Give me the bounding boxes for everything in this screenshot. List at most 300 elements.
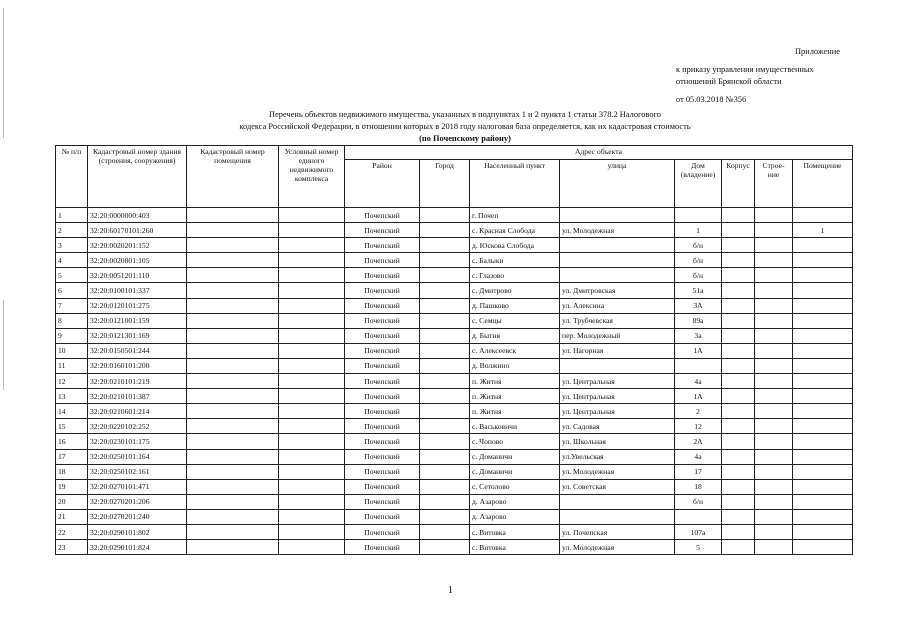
- cell-room-cadastral: [187, 208, 279, 223]
- cell-city: [420, 494, 470, 509]
- cell-pomeshenie: [793, 298, 853, 313]
- cell-house: 107а: [675, 524, 722, 539]
- cell-pomeshenie: [793, 434, 853, 449]
- cell-stroenie: [755, 479, 793, 494]
- appendix-authority-line: отношений Брянской области: [676, 77, 782, 86]
- cell-korpus: [722, 298, 755, 313]
- cell-korpus: [722, 313, 755, 328]
- header-city: Город: [420, 160, 470, 208]
- cell-building-cadastral: 32:20:0210101:219: [88, 374, 187, 389]
- cell-street: ул. Трубчевская: [560, 313, 675, 328]
- cell-house: б/н: [675, 268, 722, 283]
- cell-locality: п. Житня: [470, 404, 560, 419]
- cell-building-cadastral: 32:20:0270101:471: [88, 479, 187, 494]
- appendix-title: Приложение: [795, 47, 840, 56]
- cell-pomeshenie: [793, 464, 853, 479]
- cell-city: [420, 540, 470, 555]
- cell-locality: д. Азарово: [470, 494, 560, 509]
- cell-number: 23: [56, 540, 88, 555]
- cell-room-cadastral: [187, 238, 279, 253]
- cell-stroenie: [755, 268, 793, 283]
- cell-street: ул. Центральная: [560, 404, 675, 419]
- cell-room-cadastral: [187, 479, 279, 494]
- cell-building-cadastral: 32:20:0290101:802: [88, 524, 187, 539]
- cell-building-cadastral: 32:20:0220102:252: [88, 419, 187, 434]
- cell-pomeshenie: [793, 328, 853, 343]
- cell-district: Почепский: [345, 479, 420, 494]
- cell-pomeshenie: [793, 404, 853, 419]
- cell-room-cadastral: [187, 524, 279, 539]
- cell-house: 3А: [675, 298, 722, 313]
- cell-korpus: [722, 389, 755, 404]
- cell-number: 11: [56, 358, 88, 373]
- cell-korpus: [722, 509, 755, 524]
- cell-complex-number: [279, 540, 345, 555]
- cell-korpus: [722, 419, 755, 434]
- cell-complex-number: [279, 208, 345, 223]
- cell-number: 10: [56, 343, 88, 358]
- header-locality: Населенный пункт: [470, 160, 560, 208]
- cell-locality: с. Алексеевск: [470, 343, 560, 358]
- cell-korpus: [722, 238, 755, 253]
- cell-pomeshenie: [793, 313, 853, 328]
- table-row: [56, 494, 853, 509]
- cell-house: б/н: [675, 494, 722, 509]
- cell-stroenie: [755, 419, 793, 434]
- cell-stroenie: [755, 449, 793, 464]
- header-house: Дом (владение): [675, 160, 722, 208]
- table-row: [56, 238, 853, 253]
- cell-district: Почепский: [345, 208, 420, 223]
- cell-building-cadastral: 32:20:0270201:240: [88, 509, 187, 524]
- cell-complex-number: [279, 494, 345, 509]
- cell-room-cadastral: [187, 404, 279, 419]
- cell-locality: д. Пашково: [470, 298, 560, 313]
- appendix-order-line: к приказу управления имущественных: [676, 65, 814, 74]
- cell-building-cadastral: 32:20:0270201:206: [88, 494, 187, 509]
- cell-complex-number: [279, 238, 345, 253]
- document-heading-line2: кодекса Российской Федерации, в отношении которых в 2018 году налоговая база определяется, как их кадастровая стоимость: [239, 122, 691, 131]
- cell-pomeshenie: [793, 524, 853, 539]
- cell-district: Почепский: [345, 343, 420, 358]
- cell-number: 8: [56, 313, 88, 328]
- table-row: [56, 389, 853, 404]
- cell-korpus: [722, 223, 755, 238]
- cell-district: Почепский: [345, 253, 420, 268]
- cell-locality: д. Азарово: [470, 509, 560, 524]
- cell-room-cadastral: [187, 358, 279, 373]
- header-building-cadastral: Кадастровый номер здания (строения, сооружения): [88, 146, 187, 208]
- cell-room-cadastral: [187, 509, 279, 524]
- cell-city: [420, 389, 470, 404]
- cell-number: 20: [56, 494, 88, 509]
- cell-city: [420, 238, 470, 253]
- table-row: [56, 464, 853, 479]
- cell-district: Почепский: [345, 524, 420, 539]
- cell-korpus: [722, 434, 755, 449]
- cell-building-cadastral: 32:20:0121001:159: [88, 313, 187, 328]
- cell-stroenie: [755, 494, 793, 509]
- table-row: [56, 343, 853, 358]
- cell-locality: с. Витовка: [470, 540, 560, 555]
- cell-house: [675, 509, 722, 524]
- cell-korpus: [722, 479, 755, 494]
- cell-complex-number: [279, 283, 345, 298]
- cell-room-cadastral: [187, 540, 279, 555]
- cell-building-cadastral: 32:20:0250102:161: [88, 464, 187, 479]
- header-stroenie: Строе- ние: [755, 160, 793, 208]
- cell-city: [420, 524, 470, 539]
- cell-number: 1: [56, 208, 88, 223]
- cell-street: [560, 268, 675, 283]
- header-room-cadastral: Кадастровый номер помещения: [187, 146, 279, 208]
- cell-korpus: [722, 404, 755, 419]
- table-row: [56, 298, 853, 313]
- cell-house: 4а: [675, 449, 722, 464]
- cell-number: 2: [56, 223, 88, 238]
- scan-margin-mark: [3, 300, 4, 390]
- table-row: [56, 449, 853, 464]
- cell-pomeshenie: [793, 343, 853, 358]
- cell-korpus: [722, 268, 755, 283]
- cell-building-cadastral: 32:20:0020201:152: [88, 238, 187, 253]
- page-number: 1: [448, 585, 453, 596]
- cell-locality: п. Житня: [470, 374, 560, 389]
- cell-street: ул. Молодежная: [560, 464, 675, 479]
- cell-room-cadastral: [187, 374, 279, 389]
- header-complex-number: Условный номер единого недвижимого комплекса: [279, 146, 345, 208]
- cell-number: 4: [56, 253, 88, 268]
- cell-district: Почепский: [345, 389, 420, 404]
- cell-stroenie: [755, 434, 793, 449]
- cell-korpus: [722, 343, 755, 358]
- cell-district: Почепский: [345, 374, 420, 389]
- header-street: улица: [560, 160, 675, 208]
- table-row: [56, 434, 853, 449]
- cell-building-cadastral: 32:20:0160101:200: [88, 358, 187, 373]
- cell-pomeshenie: 1: [793, 223, 853, 238]
- document-heading-line1: Перечень объектов недвижимого имущества, указанных в подпунктах 1 и 2 пункта 1 статьи 378.2 Налогового: [269, 110, 661, 119]
- cell-number: 15: [56, 419, 88, 434]
- cell-house: 12: [675, 419, 722, 434]
- cell-locality: с. Доманичи: [470, 449, 560, 464]
- cell-number: 17: [56, 449, 88, 464]
- cell-complex-number: [279, 524, 345, 539]
- table-row: [56, 419, 853, 434]
- cell-building-cadastral: 32:20:0120101:275: [88, 298, 187, 313]
- cell-building-cadastral: 32:20:0250101:164: [88, 449, 187, 464]
- cell-complex-number: [279, 419, 345, 434]
- cell-pomeshenie: [793, 479, 853, 494]
- cell-pomeshenie: [793, 268, 853, 283]
- cell-building-cadastral: 32:20:0150501:244: [88, 343, 187, 358]
- cell-room-cadastral: [187, 313, 279, 328]
- cell-pomeshenie: [793, 374, 853, 389]
- cell-stroenie: [755, 223, 793, 238]
- appendix-date-line: от 05.03.2018 №356: [676, 95, 747, 104]
- cell-complex-number: [279, 389, 345, 404]
- table-row: [56, 313, 853, 328]
- cell-stroenie: [755, 404, 793, 419]
- cell-locality: с. Красная Слобода: [470, 223, 560, 238]
- cell-korpus: [722, 464, 755, 479]
- cell-house: [675, 208, 722, 223]
- cell-stroenie: [755, 540, 793, 555]
- cell-korpus: [722, 208, 755, 223]
- cell-locality: г. Почеп: [470, 208, 560, 223]
- cell-stroenie: [755, 283, 793, 298]
- cell-stroenie: [755, 238, 793, 253]
- cell-street: ул. Советская: [560, 479, 675, 494]
- cell-locality: с. Семцы: [470, 313, 560, 328]
- cell-locality: с. Глазово: [470, 268, 560, 283]
- cell-district: Почепский: [345, 238, 420, 253]
- cell-pomeshenie: [793, 208, 853, 223]
- cell-pomeshenie: [793, 419, 853, 434]
- cell-house: 89а: [675, 313, 722, 328]
- cell-locality: с. Витовка: [470, 524, 560, 539]
- cell-city: [420, 419, 470, 434]
- cell-number: 14: [56, 404, 88, 419]
- cell-street: ул. Дмитровская: [560, 283, 675, 298]
- cell-city: [420, 208, 470, 223]
- cell-house: [675, 358, 722, 373]
- cell-house: 1А: [675, 389, 722, 404]
- cell-pomeshenie: [793, 253, 853, 268]
- cell-city: [420, 358, 470, 373]
- cell-street: ул. Нагорная: [560, 343, 675, 358]
- cell-street: ул. Центральная: [560, 374, 675, 389]
- cell-korpus: [722, 253, 755, 268]
- cell-street: ул. Садовая: [560, 419, 675, 434]
- cell-building-cadastral: 32:20:0290101:824: [88, 540, 187, 555]
- cell-street: ул. Школьная: [560, 434, 675, 449]
- cell-complex-number: [279, 268, 345, 283]
- cell-district: Почепский: [345, 298, 420, 313]
- cell-district: Почепский: [345, 358, 420, 373]
- cell-street: ул.Увельская: [560, 449, 675, 464]
- cell-room-cadastral: [187, 343, 279, 358]
- cell-house: 2: [675, 404, 722, 419]
- cell-street: ул. Молодежная: [560, 223, 675, 238]
- cell-complex-number: [279, 464, 345, 479]
- table-row: [56, 540, 853, 555]
- cell-city: [420, 313, 470, 328]
- cell-city: [420, 374, 470, 389]
- cell-stroenie: [755, 208, 793, 223]
- cell-number: 16: [56, 434, 88, 449]
- cell-stroenie: [755, 464, 793, 479]
- cell-building-cadastral: 32:20:0230101:175: [88, 434, 187, 449]
- cell-district: Почепский: [345, 419, 420, 434]
- table-row: [56, 524, 853, 539]
- cell-pomeshenie: [793, 540, 853, 555]
- table-row: [56, 328, 853, 343]
- cell-complex-number: [279, 509, 345, 524]
- cell-house: 1: [675, 223, 722, 238]
- cell-district: Почепский: [345, 223, 420, 238]
- cell-house: 2А: [675, 434, 722, 449]
- cell-pomeshenie: [793, 238, 853, 253]
- cell-stroenie: [755, 328, 793, 343]
- cell-locality: д. Бытня: [470, 328, 560, 343]
- cell-complex-number: [279, 374, 345, 389]
- cell-city: [420, 434, 470, 449]
- cell-street: [560, 509, 675, 524]
- cell-number: 19: [56, 479, 88, 494]
- cell-locality: д. Волжино: [470, 358, 560, 373]
- scan-margin-mark: [3, 8, 4, 138]
- cell-district: Почепский: [345, 434, 420, 449]
- cell-city: [420, 328, 470, 343]
- cell-street: [560, 253, 675, 268]
- header-district: Район: [345, 160, 420, 208]
- cell-district: Почепский: [345, 313, 420, 328]
- cell-complex-number: [279, 328, 345, 343]
- cell-room-cadastral: [187, 434, 279, 449]
- cell-number: 22: [56, 524, 88, 539]
- cell-locality: с. Сетолово: [470, 479, 560, 494]
- table-row: [56, 223, 853, 238]
- cell-house: 1А: [675, 343, 722, 358]
- cell-number: 6: [56, 283, 88, 298]
- cell-street: ул. Алексина: [560, 298, 675, 313]
- cell-number: 5: [56, 268, 88, 283]
- cell-korpus: [722, 494, 755, 509]
- cell-city: [420, 509, 470, 524]
- cell-building-cadastral: 32:20:0100101:337: [88, 283, 187, 298]
- cell-building-cadastral: 32:20:0000000:403: [88, 208, 187, 223]
- cell-district: Почепский: [345, 449, 420, 464]
- cell-room-cadastral: [187, 464, 279, 479]
- cell-room-cadastral: [187, 494, 279, 509]
- cell-district: Почепский: [345, 328, 420, 343]
- cell-street: [560, 358, 675, 373]
- cell-complex-number: [279, 479, 345, 494]
- cell-room-cadastral: [187, 419, 279, 434]
- cell-city: [420, 404, 470, 419]
- cell-building-cadastral: 32:20:0121301:169: [88, 328, 187, 343]
- cell-city: [420, 268, 470, 283]
- table-row: [56, 208, 853, 223]
- table-row: [56, 253, 853, 268]
- cell-number: 7: [56, 298, 88, 313]
- cell-street: ул. Почепская: [560, 524, 675, 539]
- cell-building-cadastral: 32:20:0210101:387: [88, 389, 187, 404]
- cell-room-cadastral: [187, 389, 279, 404]
- cell-house: 5: [675, 540, 722, 555]
- cell-house: 18: [675, 479, 722, 494]
- table-row: [56, 358, 853, 373]
- property-list-table: [55, 145, 853, 555]
- table-row: [56, 509, 853, 524]
- cell-stroenie: [755, 358, 793, 373]
- cell-number: 21: [56, 509, 88, 524]
- cell-house: б/н: [675, 238, 722, 253]
- cell-pomeshenie: [793, 389, 853, 404]
- cell-room-cadastral: [187, 253, 279, 268]
- table-row: [56, 479, 853, 494]
- cell-street: [560, 208, 675, 223]
- cell-number: 9: [56, 328, 88, 343]
- cell-room-cadastral: [187, 328, 279, 343]
- cell-city: [420, 464, 470, 479]
- cell-stroenie: [755, 374, 793, 389]
- cell-korpus: [722, 328, 755, 343]
- cell-city: [420, 479, 470, 494]
- cell-korpus: [722, 449, 755, 464]
- cell-district: Почепский: [345, 494, 420, 509]
- cell-complex-number: [279, 404, 345, 419]
- cell-complex-number: [279, 313, 345, 328]
- cell-district: Почепский: [345, 404, 420, 419]
- cell-complex-number: [279, 223, 345, 238]
- cell-pomeshenie: [793, 283, 853, 298]
- cell-district: Почепский: [345, 283, 420, 298]
- cell-locality: п. Житня: [470, 389, 560, 404]
- cell-street: [560, 494, 675, 509]
- cell-complex-number: [279, 298, 345, 313]
- cell-pomeshenie: [793, 358, 853, 373]
- cell-building-cadastral: 32:20:0051201:110: [88, 268, 187, 283]
- cell-korpus: [722, 524, 755, 539]
- cell-complex-number: [279, 449, 345, 464]
- cell-korpus: [722, 374, 755, 389]
- cell-room-cadastral: [187, 223, 279, 238]
- document-heading-district: (по Почепскому району): [419, 134, 511, 143]
- cell-house: б/н: [675, 253, 722, 268]
- cell-locality: с. Доманичи: [470, 464, 560, 479]
- table-row: [56, 374, 853, 389]
- cell-street: [560, 238, 675, 253]
- cell-number: 13: [56, 389, 88, 404]
- table-row: [56, 404, 853, 419]
- cell-stroenie: [755, 389, 793, 404]
- header-pomeshenie: Помещение: [793, 160, 853, 208]
- cell-street: ул. Центральная: [560, 389, 675, 404]
- cell-room-cadastral: [187, 268, 279, 283]
- cell-korpus: [722, 283, 755, 298]
- cell-city: [420, 223, 470, 238]
- cell-room-cadastral: [187, 283, 279, 298]
- cell-district: Почепский: [345, 464, 420, 479]
- cell-city: [420, 343, 470, 358]
- header-address: Адрес объекта: [345, 146, 853, 160]
- cell-building-cadastral: 32:20:0210601:214: [88, 404, 187, 419]
- cell-complex-number: [279, 343, 345, 358]
- cell-pomeshenie: [793, 509, 853, 524]
- cell-locality: д. Юскова Слобода: [470, 238, 560, 253]
- cell-complex-number: [279, 253, 345, 268]
- cell-locality: с. Чопово: [470, 434, 560, 449]
- cell-district: Почепский: [345, 540, 420, 555]
- cell-district: Почепский: [345, 268, 420, 283]
- cell-stroenie: [755, 343, 793, 358]
- cell-korpus: [722, 540, 755, 555]
- cell-room-cadastral: [187, 298, 279, 313]
- cell-number: 18: [56, 464, 88, 479]
- cell-number: 12: [56, 374, 88, 389]
- cell-district: Почепский: [345, 509, 420, 524]
- table-row: [56, 268, 853, 283]
- cell-stroenie: [755, 253, 793, 268]
- cell-street: ул. Молодежная: [560, 540, 675, 555]
- table-row: [56, 283, 853, 298]
- cell-city: [420, 283, 470, 298]
- cell-room-cadastral: [187, 449, 279, 464]
- cell-complex-number: [279, 358, 345, 373]
- cell-number: 3: [56, 238, 88, 253]
